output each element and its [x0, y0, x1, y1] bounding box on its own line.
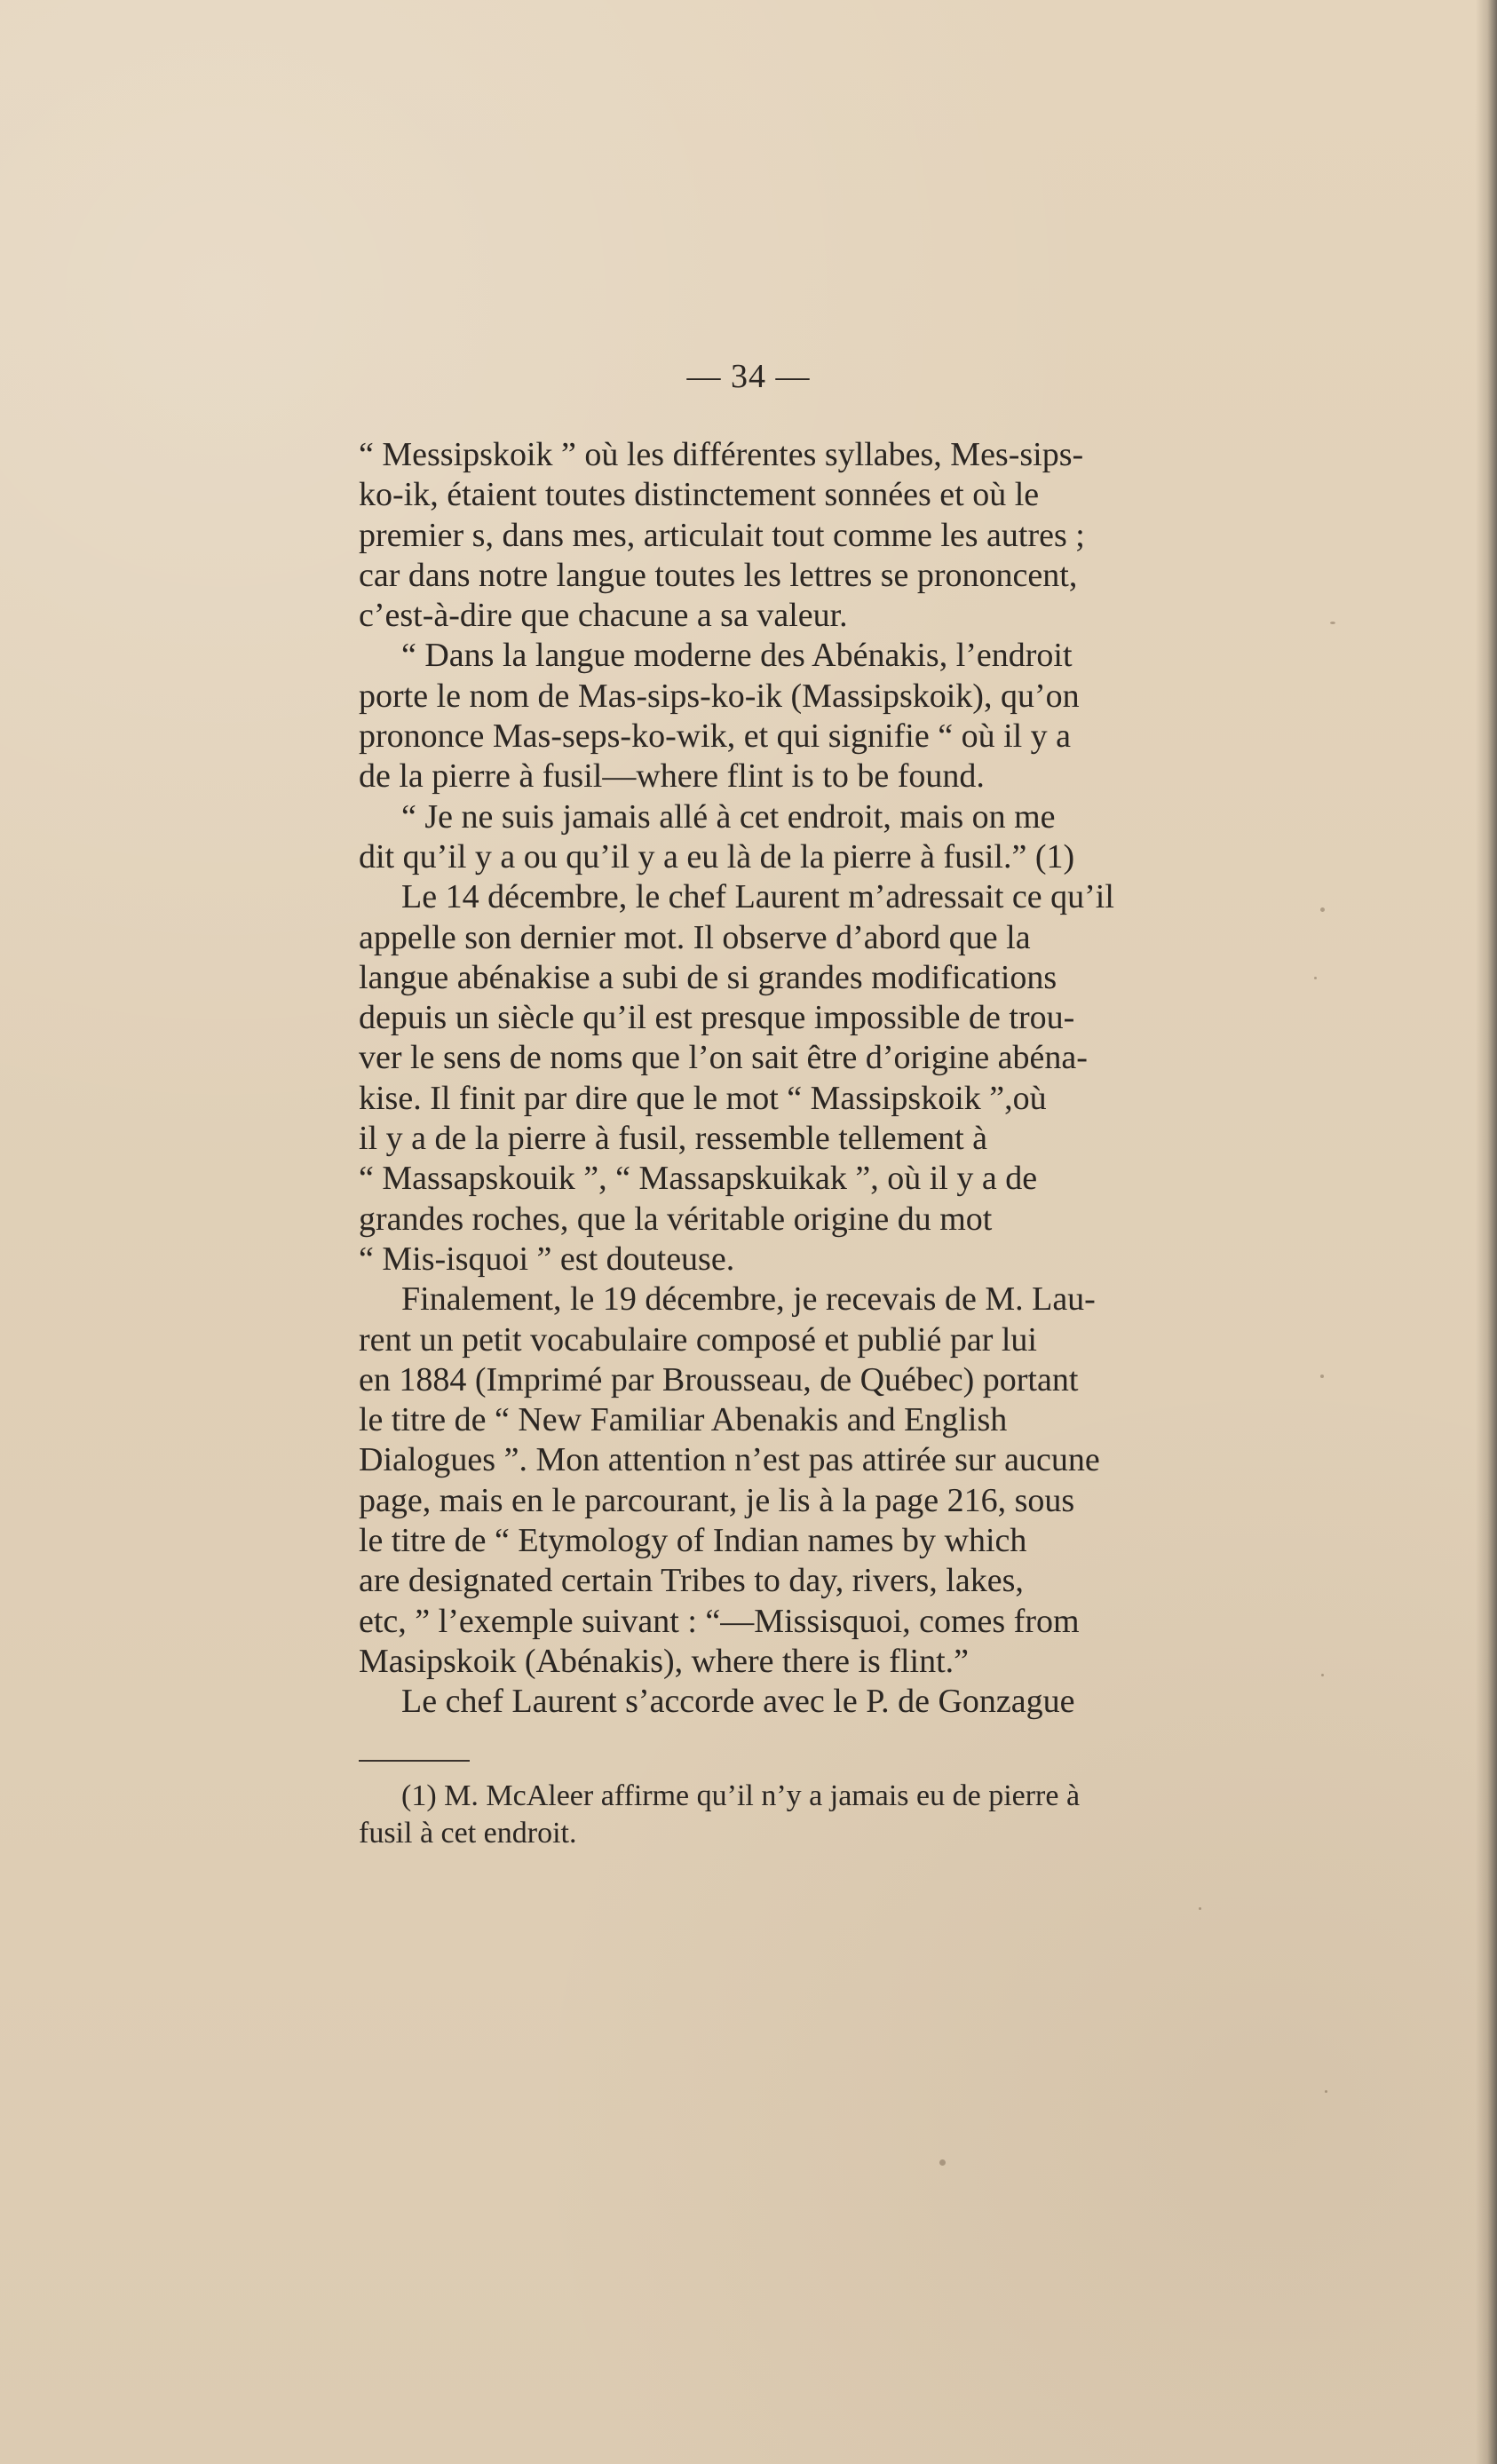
- text-line: le titre de “ Etymology of Indian names by which: [359, 1522, 1027, 1560]
- text-line: are designated certain Tribes to day, rivers, lakes,: [359, 1562, 1024, 1600]
- text-line: depuis un siècle qu’il est presque impossible de trou-: [359, 999, 1075, 1037]
- page-number: — 34 —: [686, 358, 811, 395]
- footnote-line: (1) M. McAleer affirme qu’il n’y a jamais eu de pierre à: [401, 1779, 1081, 1812]
- text-line: grandes roches, que la véritable origine du mot: [359, 1200, 993, 1238]
- text-line: kise. Il finit par dire que le mot “ Massipskoik ”,où: [359, 1079, 1047, 1117]
- text-line: ko-ik, étaient toutes distinctement sonnées et où le: [359, 476, 1040, 514]
- paper-speck: [1199, 1907, 1201, 1910]
- text-line: langue abénakise a subi de si grandes modifications: [359, 958, 1057, 996]
- text-line: page, mais en le parcourant, je lis à la page 216, sous: [359, 1481, 1075, 1519]
- text-line: appelle son dernier mot. Il observe d’abord que la: [359, 918, 1031, 956]
- text-line: Dialogues ”. Mon attention n’est pas attirée sur aucune: [359, 1441, 1100, 1479]
- footnote-rule: [359, 1760, 470, 1762]
- text-line: “ Mis-isquoi ” est douteuse.: [359, 1240, 735, 1278]
- text-line: porte le nom de Mas-sips-ko-ik (Massipskoik), qu’on: [359, 677, 1080, 715]
- text-line: “ Je ne suis jamais allé à cet endroit, mais on me: [401, 797, 1056, 836]
- text-line: Le 14 décembre, le chef Laurent m’adressait ce qu’il: [401, 878, 1114, 916]
- footnote-block: [359, 1778, 1325, 1852]
- text-line: de la pierre à fusil—where flint is to be found.: [359, 757, 985, 796]
- text-line: en 1884 (Imprimé par Brousseau, de Québec) portant: [359, 1360, 1079, 1398]
- footnote-line: fusil à cet endroit.: [359, 1817, 577, 1850]
- text-line: rent un petit vocabulaire composé et publié par lui: [359, 1320, 1037, 1359]
- text-line: c’est-à-dire que chacune a sa valeur.: [359, 597, 848, 635]
- text-line: il y a de la pierre à fusil, ressemble tellement à: [359, 1120, 987, 1158]
- text-line: Masipskoik (Abénakis), where there is flint.”: [359, 1642, 969, 1680]
- text-line: “ Dans la langue moderne des Abénakis, l’endroit: [401, 637, 1073, 675]
- text-line: ver le sens de noms que l’on sait être d’origine abéna-: [359, 1039, 1088, 1077]
- main-text-block: [359, 435, 1304, 1723]
- paper-speck: [939, 2159, 946, 2166]
- text-line: etc, ” l’exemple suivant : “—Missisquoi, comes from: [359, 1602, 1080, 1640]
- paper-speck: [1314, 977, 1317, 979]
- text-line: le titre de “ New Familiar Abenakis and English: [359, 1401, 1008, 1439]
- text-line: Le chef Laurent s’accorde avec le P. de Gonzague: [401, 1683, 1075, 1721]
- paper-speck: [1321, 1674, 1324, 1676]
- text-line: dit qu’il y a ou qu’il y a eu là de la pierre à fusil.” (1): [359, 837, 1075, 875]
- text-line: premier s, dans mes, articulait tout comme les autres ;: [359, 516, 1085, 554]
- paper-speck: [1330, 622, 1335, 624]
- paper-speck: [1325, 2090, 1327, 2093]
- paper-speck: [1320, 1375, 1324, 1378]
- text-line: “ Messipskoik ” où les différentes syllabes, Mes-sips-: [359, 436, 1084, 473]
- text-line: “ Massapskouik ”, “ Massapskuikak ”, où il y a de: [359, 1160, 1038, 1198]
- text-line: car dans notre langue toutes les lettres se prononcent,: [359, 556, 1078, 594]
- text-line: prononce Mas-seps-ko-wik, et qui signifie “ où il y a: [359, 717, 1072, 756]
- text-line: Finalement, le 19 décembre, je recevais de M. Lau-: [401, 1280, 1096, 1319]
- paper-speck: [1320, 907, 1325, 912]
